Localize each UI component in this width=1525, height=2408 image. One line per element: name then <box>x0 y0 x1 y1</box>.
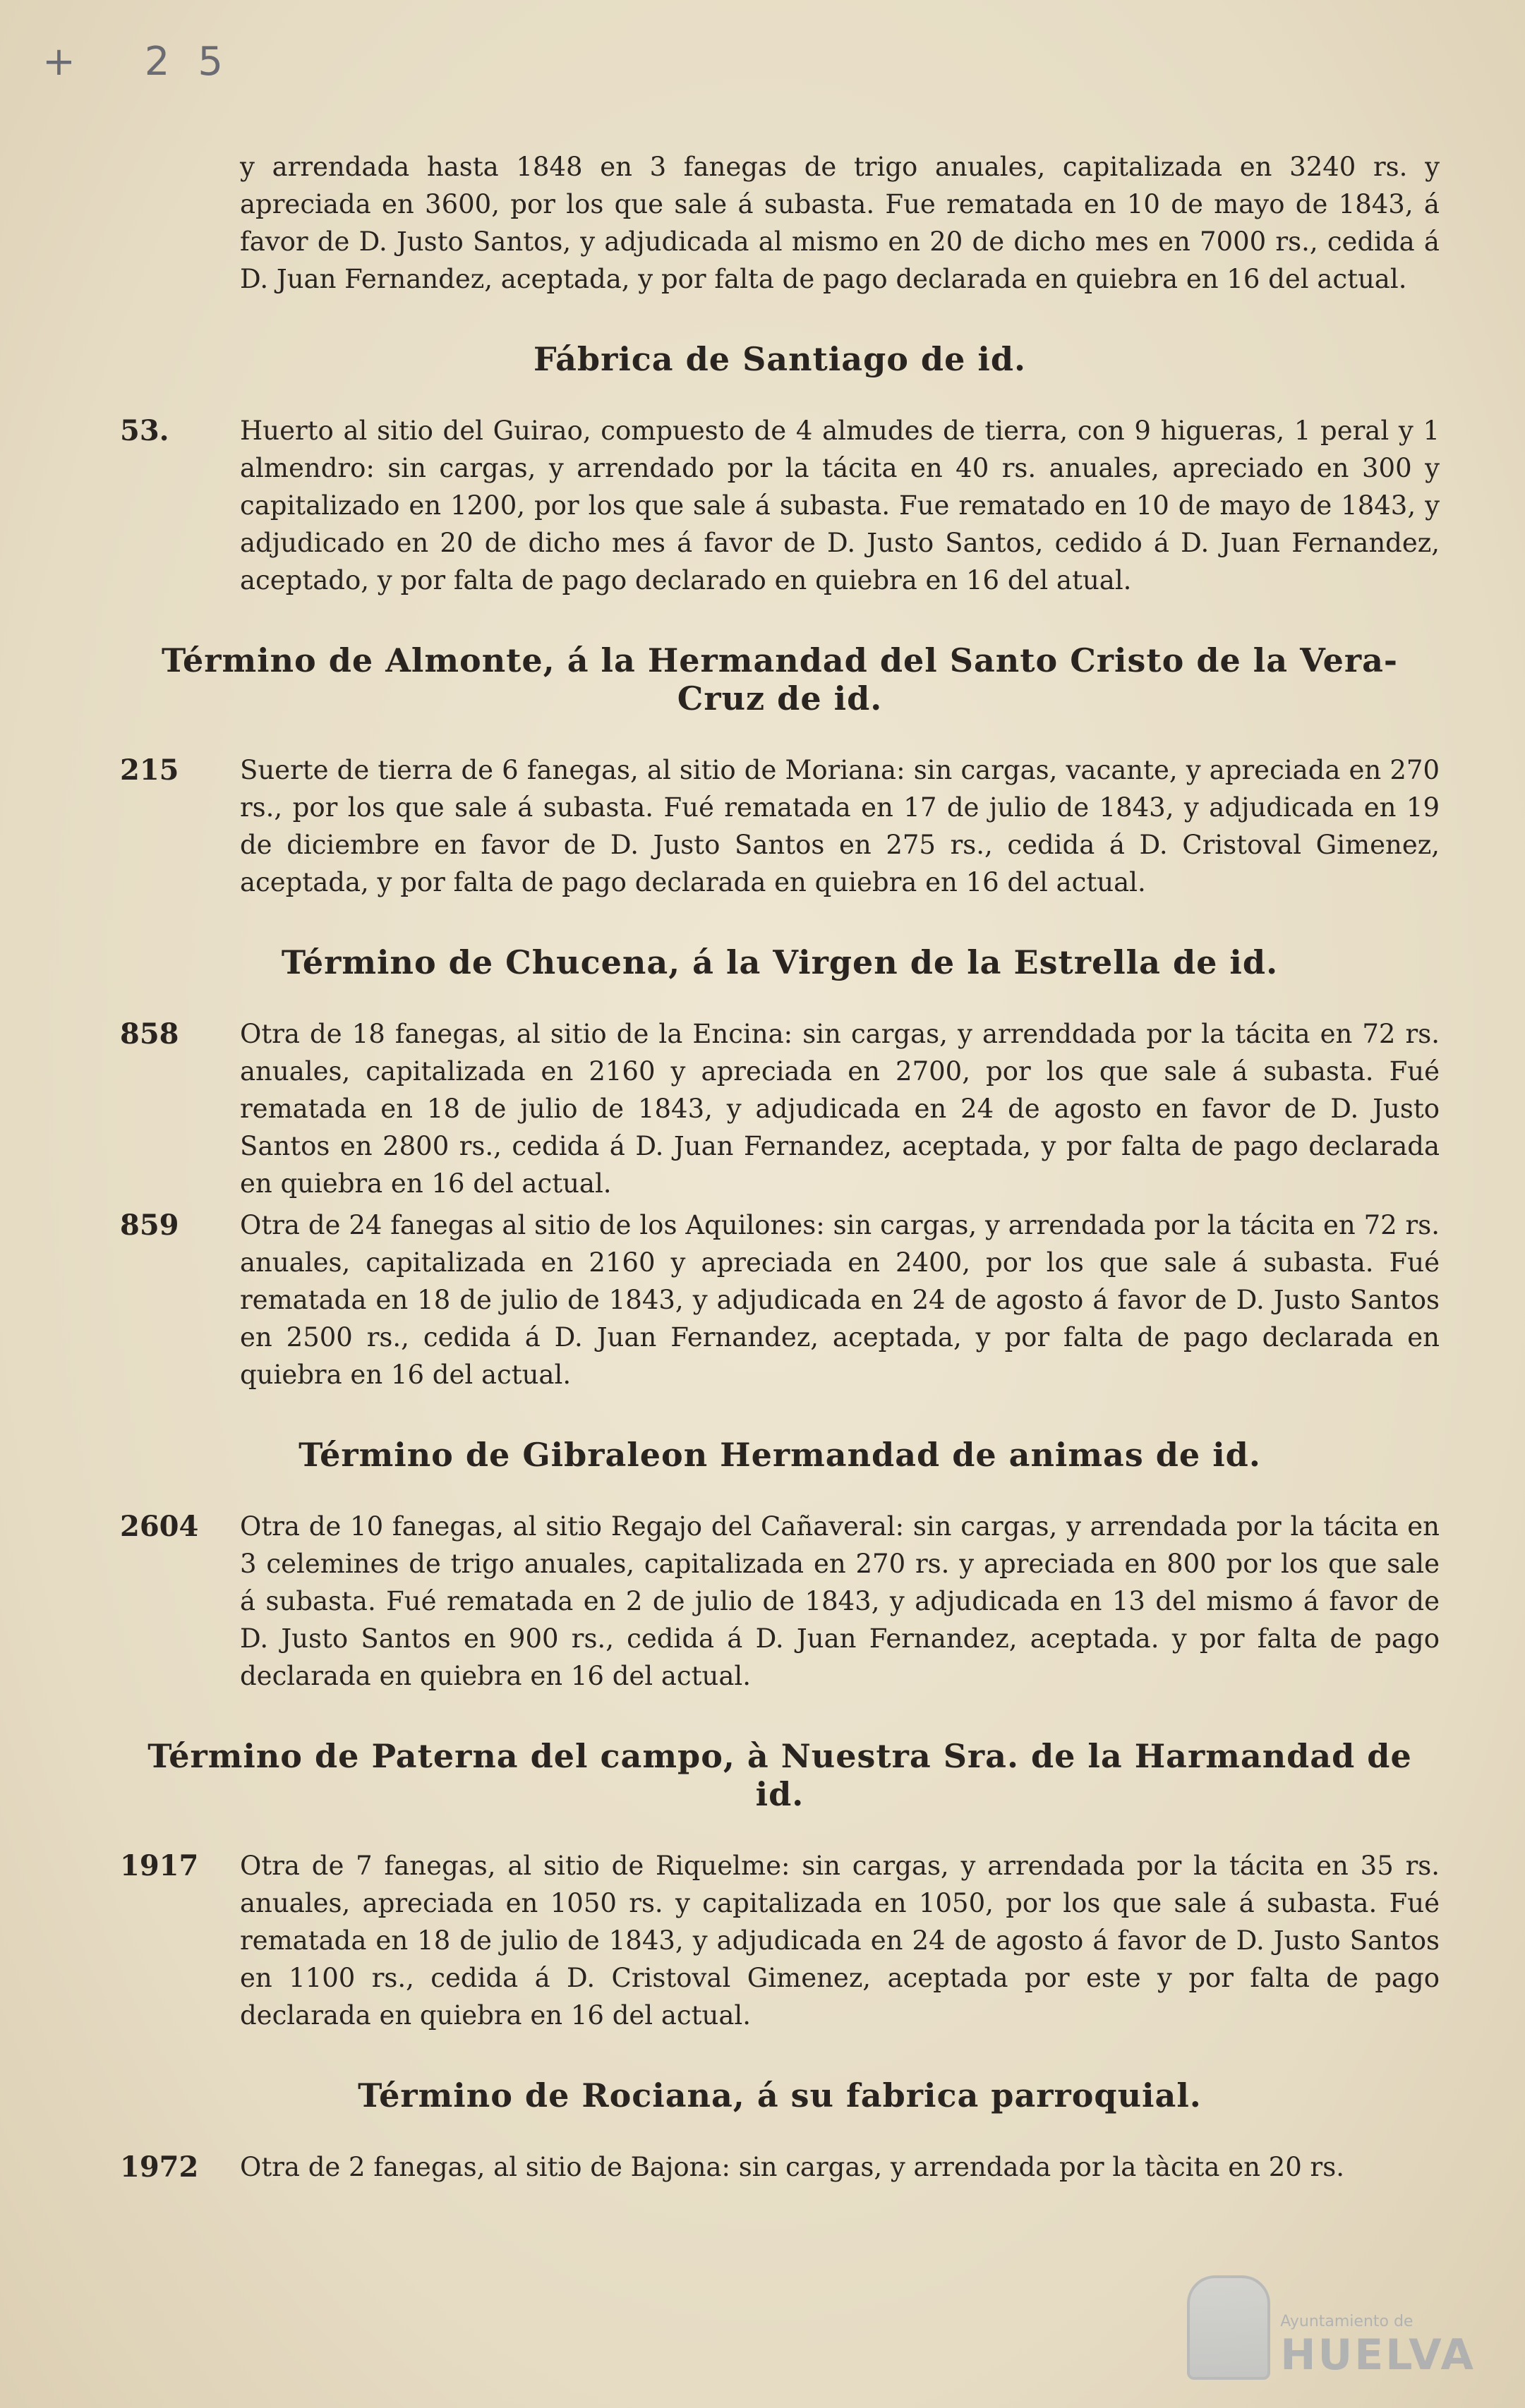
section-chucena <box>120 943 1440 1393</box>
entry-number: 2604 <box>120 1510 199 1543</box>
intro-paragraph: y arrendada hasta 1848 en 3 fanegas de trigo anuales, capitalizada en 3240 rs. y apreciada en 3600, por los que sale á subasta. Fue rematada en 10 de mayo de 1843, á favor de D. Justo Santos, y adjudicada al mismo en 20 de dicho mes en 7000 rs., cedida á D. Juan Fernandez, aceptada, y por falta de pago declarada en quiebra en 16 del actual. <box>240 152 1440 294</box>
section-title: Término de Gibraleon Hermandad de animas de id. <box>299 1436 1261 1474</box>
watermark-big-text: HUELVA <box>1280 2330 1476 2380</box>
watermark-small-text: Ayuntamiento de <box>1280 2313 1414 2330</box>
section-title: Fábrica de Santiago de id. <box>533 340 1027 378</box>
entry-number: 859 <box>120 1209 179 1242</box>
section-title: Término de Paterna del campo, à Nuestra Sra. de la Harmandad de id. <box>147 1737 1412 1813</box>
list-item <box>120 1015 1440 1202</box>
watermark-logo <box>1187 2275 1476 2380</box>
list-item <box>120 2148 1440 2186</box>
section-gibraleon <box>120 1436 1440 1695</box>
entry-text: Otra de 7 fanegas, al sitio de Riquelme: sin cargas, y arrendada por la tácita en 35 rs. anuales, apreciada en 1050 rs. y capitalizada en 1050, por los que sale á subasta. Fué rematada en 18 de julio de 1843, y adjudicada en 24 de agosto á favor de D. Justo Santos en 1100 rs., cedida á D. Cristoval Gimenez, aceptada por este y por falta de pago declarada en quiebra en 16 del actual. <box>240 1851 1440 2031</box>
list-item <box>120 751 1440 901</box>
section-title: Término de Rociana, á su fabrica parroquial. <box>358 2076 1202 2114</box>
entry-number: 53. <box>120 414 169 447</box>
entry-text: Suerte de tierra de 6 fanegas, al sitio de Moriana: sin cargas, vacante, y apreciada en 270 rs., por los que sale á subasta. Fué rematada en 17 de julio de 1843, y adjudicada en 19 de diciembre en favor de D. Justo Santos en 275 rs., cedida á D. Cristoval Gimenez, aceptada, y por falta de pago declarada en quiebra en 16 del actual. <box>240 755 1440 897</box>
list-item <box>120 1847 1440 2034</box>
list-item <box>120 1206 1440 1393</box>
list-item <box>120 412 1440 599</box>
entry-text: Otra de 18 fanegas, al sitio de la Encina: sin cargas, y arrenddada por la tácita en 72 rs. anuales, capitalizada en 2160 y apreciada en 2700, por los que sale á subasta. Fué rematada en 18 de julio de 1843, y adjudicada en 24 de agosto en favor de D. Justo Santos en 2800 rs., cedida á D. Juan Fernandez, aceptada, y por falta de pago declarada en quiebra en 16 del actual. <box>240 1019 1440 1199</box>
entry-text: Huerto al sitio del Guirao, compuesto de 4 almudes de tierra, con 9 higueras, 1 peral y 1 almendro: sin cargas, y arrendado por la tácita en 40 rs. anuales, apreciado en 300 y capitalizado en 1200, por los que sale á subasta. Fue rematado en 10 de mayo de 1843, y adjudicado en 20 de dicho mes á favor de D. Justo Santos, cedido á D. Juan Fernandez, aceptado, y por falta de pago declarado en quiebra en 16 del atual. <box>240 416 1440 595</box>
list-item <box>120 1508 1440 1695</box>
entry-text: Otra de 10 fanegas, al sitio Regajo del Cañaveral: sin cargas, y arrendada por la tácita en 3 celemines de trigo anuales, capitalizada en 270 rs. y apreciada en 800 por los que sale á subasta. Fué rematada en 2 de julio de 1843, y adjudicada en 13 del mismo á favor de D. Justo Santos en 900 rs., cedida á D. Juan Fernandez, aceptada. y por falta de pago declarada en quiebra en 16 del actual. <box>240 1511 1440 1691</box>
section-title: Término de Chucena, á la Virgen de la Estrella de id. <box>281 943 1279 981</box>
entry-number: 1917 <box>120 1849 199 1882</box>
entry-number: 858 <box>120 1017 179 1051</box>
coat-of-arms-icon <box>1187 2275 1270 2380</box>
entry-number: 1972 <box>120 2150 199 2184</box>
section-fabrica-santiago <box>120 340 1440 599</box>
document-body <box>120 148 1440 2190</box>
section-title: Término de Almonte, á la Hermandad del Santo Cristo de la Vera-Cruz de id. <box>162 641 1398 718</box>
section-almonte <box>120 641 1440 901</box>
entry-text: Otra de 24 fanegas al sitio de los Aquilones: sin cargas, y arrendada por la tácita en 72 rs. anuales, capitalizada en 2160 y apreciada en 2400, por los que sale á subasta. Fué rematada en 18 de julio de 1843, y adjudicada en 24 de agosto á favor de D. Justo Santos en 2500 rs., cedida á D. Juan Fernandez, aceptada, y por falta de pago declarada en quiebra en 16 del actual. <box>240 1210 1440 1390</box>
section-paterna <box>120 1737 1440 2034</box>
entry-text: Otra de 2 fanegas, al sitio de Bajona: sin cargas, y arrendada por la tàcita en 20 rs. <box>240 2152 1344 2182</box>
margin-handwritten-note: + 25 <box>42 39 251 85</box>
section-rociana <box>120 2076 1440 2186</box>
entry-number: 215 <box>120 754 179 787</box>
